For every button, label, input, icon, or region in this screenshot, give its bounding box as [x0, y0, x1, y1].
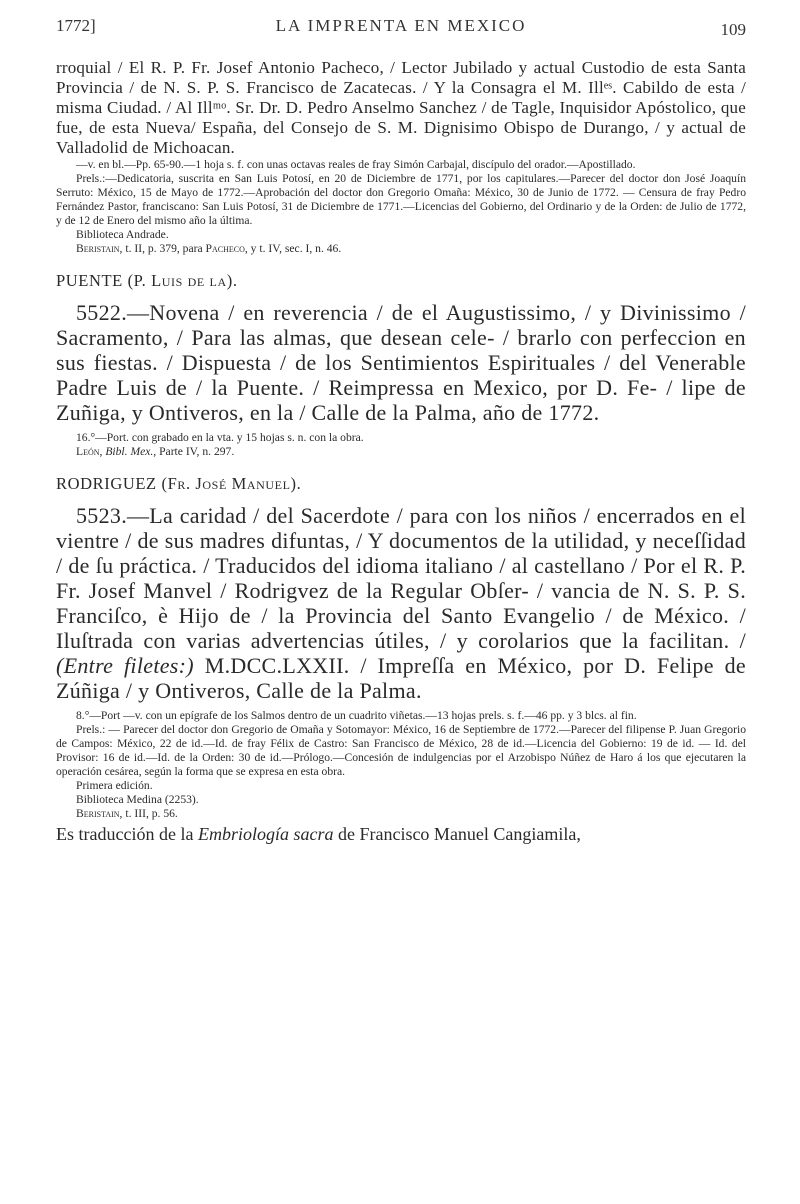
- author-rest-suffix: ).: [226, 271, 238, 290]
- entry-5522-title: 5522.—Novena / en reverencia / de el Augustissimo, / y Divinissimo / Sacramento, / Para las almas, que desean cele- / brarlo con perfeccion en sus fiestas. / Dispuesta / de los Sentimientos Espirituales / del Venerable Padre Luis de / la Puente. / Reimpressa en Mexico, por D. Fe- / lipe de Zuñiga, y Ontiveros, en la / Calle de la Palma, año de 1772.: [56, 300, 746, 425]
- author-surname: RODRIGUEZ: [56, 474, 157, 493]
- continued-entry-title: rroquial / El R. P. Fr. Josef Antonio Pacheco, / Lector Jubilado y actual Custodio de esta Santa Provincia / de N. S. P. S. Francisco de Zacatecas. / Y la Consagra el M. Illᵉˢ. Cabildo de esta / misma Ciudad. / Al Illᵐᵒ. Sr. Dr. D. Pedro Anselmo Sanchez / de Tagle, Inquisidor Apóstolico, que fue, de esta Nueva/ España, del Consejo de S. M. Dignisimo Obispo de Durango, / y actual de Valladolid de Michoacan.: [56, 58, 746, 157]
- entry-5523-title: [56, 503, 746, 703]
- page-content: [56, 58, 746, 845]
- entry-5523-note: [56, 823, 746, 845]
- author-surname: PUENTE: [56, 271, 123, 290]
- reference-text-2: , y t. IV, sec. I, n. 46.: [244, 242, 342, 255]
- reference-author: Beristain: [76, 242, 120, 255]
- reference-author: Beristain: [76, 807, 120, 820]
- reference-comma: ,: [99, 445, 106, 458]
- entry-5523-library: Biblioteca Medina (2253).: [76, 793, 199, 806]
- entry-5523-title-end: M.DCC.LXXII. / Impreſſa en México, por D. Felipe de Zúñiga / y Ontiveros, Calle de la Palma.: [56, 653, 746, 703]
- continued-entry-prels: Prels.:—Dedicatoria, suscrita en San Luis Potosí, en 20 de Diciembre de 1771, por los capitulares.—Parecer del doctor don José Joaquín Serruto: México, 15 de Mayo de 1772.—Aprobación del doctor don Gregorio Omaña: México, 30 de Junio de 1772. — Censura de fray Pedro Fernández Pastor, franciscano: San Luis Potosí, 31 de Diciembre de 1771.—Licencias del Gobierno, del Ordinario y de la Orden: de Julio de 1772, y de 12 de Enero del mismo año la última.: [56, 172, 746, 227]
- author-rest-prefix: (P.: [122, 271, 152, 290]
- entry-5523-reference: [56, 807, 746, 821]
- author-rest-prefix: (: [156, 474, 168, 493]
- author-heading-rodriguez: [56, 474, 746, 494]
- author-heading-puente: [56, 271, 746, 291]
- continued-entry-physical: —v. en bl.—Pp. 65-90.—1 hoja s. f. con unas octavas reales de fray Simón Carbajal, discípulo del orador.—Apostillado.: [76, 158, 636, 171]
- running-head-title: LA IMPRENTA EN MEXICO: [275, 16, 527, 35]
- reference-name: Pacheco: [205, 242, 245, 255]
- page-number: 109: [720, 20, 746, 39]
- continued-entry-library: Biblioteca Andrade.: [76, 228, 169, 241]
- note-title: Embriología sacra: [197, 824, 334, 844]
- running-head: [56, 10, 746, 38]
- reference-author: León: [76, 445, 100, 458]
- reference-text: , Parte IV, n. 297.: [153, 445, 235, 458]
- author-rest-suffix: ).: [290, 474, 302, 493]
- entry-5523-title-main: 5523.—La caridad / del Sacerdote / para con los niños / encerrados en el vientre / de sus madres difuntas, / Y documentos de la utilidad, y neceſſidad / de ſu práctica. / Traducidos del idioma italiano / al castellano / Por el R. P. Fr. Josef Manvel / Rodrigvez de la Regular Obſer- / vancia de N. S. P. S. Franciſco, è Hijo de / la Provincia del Santo Evangelio / de México. / Iluſtrada con varias advertencias útiles, / y corolarios que la facilitan. /: [56, 503, 746, 653]
- note-prefix: Es traducción de la: [56, 824, 198, 844]
- entry-5523-physical: 8.°—Port —v. con un epígrafe de los Salmos dentro de un cuadrito viñetas.—13 hojas prels. s. f.—46 pp. y 3 blcs. al fin.: [76, 709, 637, 722]
- entry-5522-reference: [56, 445, 746, 459]
- note-suffix: de Francisco Manuel Cangiamila,: [333, 824, 581, 844]
- entry-5522-physical: 16.°—Port. con grabado en la vta. y 15 hojas s. n. con la obra.: [76, 431, 364, 444]
- entry-5523-edition: Primera edición.: [76, 779, 153, 792]
- reference-title: Bibl. Mex.: [105, 445, 154, 458]
- continued-entry-reference: [56, 242, 746, 256]
- entry-5523-title-italic: (Entre filetes:): [56, 653, 194, 678]
- author-given-names: Fr. José Manuel: [167, 474, 291, 493]
- running-head-year: 1772]: [56, 16, 96, 35]
- reference-text: , t. II, p. 379, para: [119, 242, 206, 255]
- author-given-names: Luis de la: [151, 271, 227, 290]
- entry-5523-prels: Prels.: — Parecer del doctor don Gregorio de Omaña y Sotomayor: México, 16 de Septiembre de 1772.—Parecer del filipense P. Juan Gregorio de Campos: México, 22 de id.—Id. de fray Félix de Castro: San Francisco de México, 28 de id.—Licencia del Gobierno: 19 de id. — Id. del Provisor: 16 de id.—Id. de la Orden: 30 de id.—Prólogo.—Concesión de indulgencias por el Arzobispo Núñez de Haro á los que ejecutaren la operación cesárea, según la forma que se expresa en esta obra.: [56, 723, 746, 778]
- reference-text: , t. III, p. 56.: [119, 807, 178, 820]
